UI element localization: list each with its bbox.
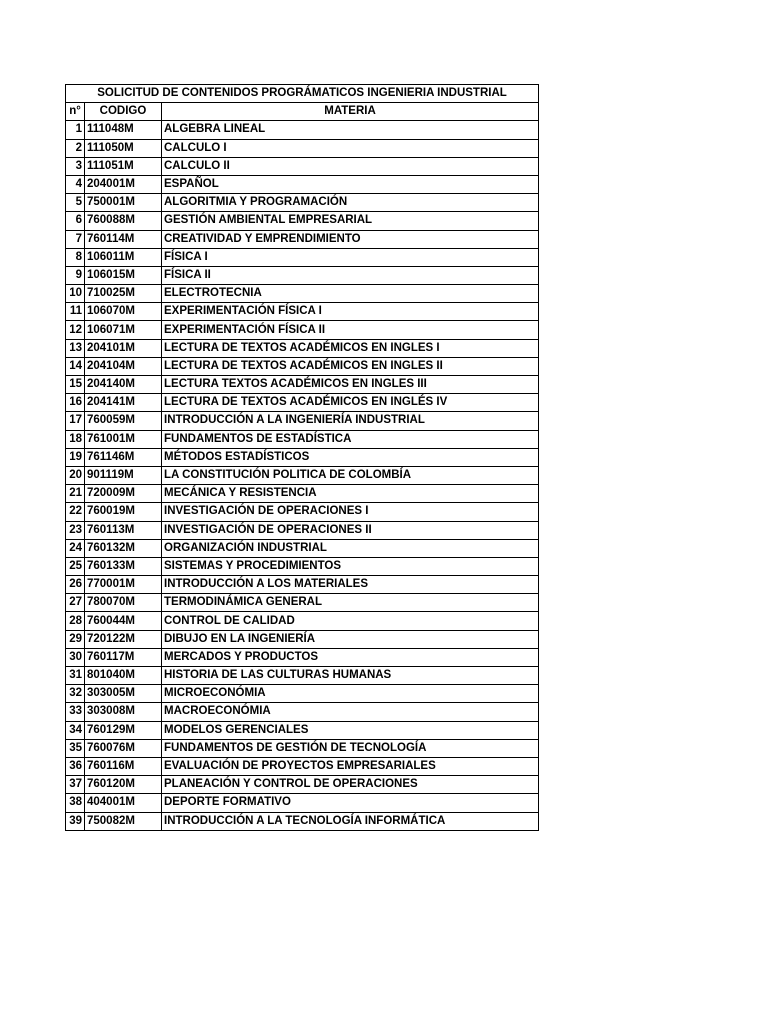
row-subject: EXPERIMENTACIÓN FÍSICA I	[162, 303, 539, 321]
row-subject: MECÁNICA Y RESISTENCIA	[162, 485, 539, 503]
row-number: 38	[66, 794, 85, 812]
row-number: 1	[66, 121, 85, 139]
row-subject: DEPORTE FORMATIVO	[162, 794, 539, 812]
table-row	[66, 648, 539, 666]
row-code: 770001M	[85, 576, 162, 594]
row-number: 8	[66, 248, 85, 266]
row-code: 204141M	[85, 394, 162, 412]
row-number: 11	[66, 303, 85, 321]
table-row	[66, 503, 539, 521]
table-row	[66, 794, 539, 812]
table-row	[66, 248, 539, 266]
row-code: 720009M	[85, 485, 162, 503]
row-code: 760120M	[85, 776, 162, 794]
row-subject: LECTURA DE TEXTOS ACADÉMICOS EN INGLES II	[162, 357, 539, 375]
table-row	[66, 739, 539, 757]
row-number: 28	[66, 612, 85, 630]
row-subject: FUNDAMENTOS DE ESTADÍSTICA	[162, 430, 539, 448]
row-number: 16	[66, 394, 85, 412]
row-number: 34	[66, 721, 85, 739]
row-code: 760117M	[85, 648, 162, 666]
row-code: 760088M	[85, 212, 162, 230]
row-number: 4	[66, 175, 85, 193]
row-number: 27	[66, 594, 85, 612]
row-code: 761146M	[85, 448, 162, 466]
table-title: SOLICITUD DE CONTENIDOS PROGRÁMATICOS INGENIERIA INDUSTRIAL	[66, 85, 539, 103]
row-subject: EVALUACIÓN DE PROYECTOS EMPRESARIALES	[162, 757, 539, 775]
row-number: 17	[66, 412, 85, 430]
row-subject: GESTIÓN AMBIENTAL EMPRESARIAL	[162, 212, 539, 230]
table-row	[66, 612, 539, 630]
table-row	[66, 667, 539, 685]
row-number: 5	[66, 194, 85, 212]
row-number: 31	[66, 667, 85, 685]
row-code: 760076M	[85, 739, 162, 757]
row-subject: INTRODUCCIÓN A LOS MATERIALES	[162, 576, 539, 594]
row-subject: ESPAÑOL	[162, 175, 539, 193]
row-code: 204140M	[85, 376, 162, 394]
row-number: 6	[66, 212, 85, 230]
row-number: 9	[66, 266, 85, 284]
table-row	[66, 539, 539, 557]
row-number: 2	[66, 139, 85, 157]
row-subject: ORGANIZACIÓN INDUSTRIAL	[162, 539, 539, 557]
header-num: n°	[66, 103, 85, 121]
table-row	[66, 466, 539, 484]
table-row	[66, 121, 539, 139]
table-row	[66, 412, 539, 430]
row-number: 30	[66, 648, 85, 666]
row-number: 25	[66, 557, 85, 575]
row-code: 761001M	[85, 430, 162, 448]
row-subject: EXPERIMENTACIÓN FÍSICA II	[162, 321, 539, 339]
row-number: 39	[66, 812, 85, 830]
row-code: 111050M	[85, 139, 162, 157]
table-row	[66, 685, 539, 703]
table-row	[66, 157, 539, 175]
row-subject: DIBUJO EN LA INGENIERÍA	[162, 630, 539, 648]
row-code: 760113M	[85, 521, 162, 539]
table-row	[66, 594, 539, 612]
row-subject: ALGEBRA LINEAL	[162, 121, 539, 139]
table-row	[66, 776, 539, 794]
table-row	[66, 230, 539, 248]
table-row	[66, 557, 539, 575]
row-subject: MODELOS GERENCIALES	[162, 721, 539, 739]
row-subject: MACROECONÓMIA	[162, 703, 539, 721]
table-row	[66, 175, 539, 193]
row-subject: SISTEMAS Y PROCEDIMIENTOS	[162, 557, 539, 575]
row-subject: LECTURA DE TEXTOS ACADÉMICOS EN INGLÉS IV	[162, 394, 539, 412]
row-subject: TERMODINÁMICA GENERAL	[162, 594, 539, 612]
table-row	[66, 394, 539, 412]
row-subject: INTRODUCCIÓN A LA TECNOLOGÍA INFORMÁTICA	[162, 812, 539, 830]
row-number: 7	[66, 230, 85, 248]
row-number: 29	[66, 630, 85, 648]
row-number: 21	[66, 485, 85, 503]
row-subject: LA CONSTITUCIÓN POLITICA DE COLOMBÍA	[162, 466, 539, 484]
row-code: 760132M	[85, 539, 162, 557]
table-row	[66, 357, 539, 375]
header-row	[66, 103, 539, 121]
table-row	[66, 630, 539, 648]
row-code: 204104M	[85, 357, 162, 375]
row-subject: FUNDAMENTOS DE GESTIÓN DE TECNOLOGÍA	[162, 739, 539, 757]
row-number: 10	[66, 285, 85, 303]
row-subject: CALCULO I	[162, 139, 539, 157]
row-code: 750082M	[85, 812, 162, 830]
table-row	[66, 448, 539, 466]
row-subject: LECTURA TEXTOS ACADÉMICOS EN INGLES III	[162, 376, 539, 394]
row-code: 106015M	[85, 266, 162, 284]
row-code: 760116M	[85, 757, 162, 775]
table-row	[66, 376, 539, 394]
row-code: 404001M	[85, 794, 162, 812]
table-row	[66, 757, 539, 775]
row-code: 801040M	[85, 667, 162, 685]
row-number: 3	[66, 157, 85, 175]
row-code: 760044M	[85, 612, 162, 630]
table-row	[66, 430, 539, 448]
table-row	[66, 194, 539, 212]
row-number: 15	[66, 376, 85, 394]
row-number: 37	[66, 776, 85, 794]
subjects-table	[65, 84, 539, 831]
row-subject: PLANEACIÓN Y CONTROL DE OPERACIONES	[162, 776, 539, 794]
row-number: 22	[66, 503, 85, 521]
row-subject: LECTURA DE TEXTOS ACADÉMICOS EN INGLES I	[162, 339, 539, 357]
row-code: 303008M	[85, 703, 162, 721]
row-number: 19	[66, 448, 85, 466]
row-code: 750001M	[85, 194, 162, 212]
table-row	[66, 812, 539, 830]
table-row	[66, 139, 539, 157]
row-subject: FÍSICA I	[162, 248, 539, 266]
table-row	[66, 303, 539, 321]
table-row	[66, 485, 539, 503]
row-code: 111051M	[85, 157, 162, 175]
row-number: 26	[66, 576, 85, 594]
table-row	[66, 321, 539, 339]
row-code: 901119M	[85, 466, 162, 484]
row-number: 18	[66, 430, 85, 448]
row-code: 204001M	[85, 175, 162, 193]
row-subject: HISTORIA DE LAS CULTURAS HUMANAS	[162, 667, 539, 685]
row-code: 760114M	[85, 230, 162, 248]
row-code: 204101M	[85, 339, 162, 357]
row-code: 760019M	[85, 503, 162, 521]
row-number: 13	[66, 339, 85, 357]
row-subject: INTRODUCCIÓN A LA INGENIERÍA INDUSTRIAL	[162, 412, 539, 430]
row-subject: MERCADOS Y PRODUCTOS	[162, 648, 539, 666]
row-code: 106011M	[85, 248, 162, 266]
row-number: 20	[66, 466, 85, 484]
row-subject: MÉTODOS ESTADÍSTICOS	[162, 448, 539, 466]
row-subject: INVESTIGACIÓN DE OPERACIONES II	[162, 521, 539, 539]
row-code: 760133M	[85, 557, 162, 575]
header-subject: MATERIA	[162, 103, 539, 121]
table-row	[66, 266, 539, 284]
table-row	[66, 703, 539, 721]
table-row	[66, 212, 539, 230]
row-number: 12	[66, 321, 85, 339]
row-subject: FÍSICA II	[162, 266, 539, 284]
row-code: 760059M	[85, 412, 162, 430]
row-number: 32	[66, 685, 85, 703]
row-number: 23	[66, 521, 85, 539]
row-number: 14	[66, 357, 85, 375]
header-code: CODIGO	[85, 103, 162, 121]
title-row	[66, 85, 539, 103]
row-code: 303005M	[85, 685, 162, 703]
row-subject: ALGORITMIA Y PROGRAMACIÓN	[162, 194, 539, 212]
row-number: 24	[66, 539, 85, 557]
row-code: 111048M	[85, 121, 162, 139]
table-body	[66, 121, 539, 830]
row-subject: CREATIVIDAD Y EMPRENDIMIENTO	[162, 230, 539, 248]
row-code: 760129M	[85, 721, 162, 739]
row-subject: ELECTROTECNIA	[162, 285, 539, 303]
row-subject: MICROECONÓMIA	[162, 685, 539, 703]
row-subject: CONTROL DE CALIDAD	[162, 612, 539, 630]
table-row	[66, 576, 539, 594]
row-code: 106071M	[85, 321, 162, 339]
row-code: 780070M	[85, 594, 162, 612]
row-code: 720122M	[85, 630, 162, 648]
row-code: 106070M	[85, 303, 162, 321]
row-subject: INVESTIGACIÓN DE OPERACIONES I	[162, 503, 539, 521]
row-number: 35	[66, 739, 85, 757]
table-row	[66, 339, 539, 357]
table-row	[66, 521, 539, 539]
row-code: 710025M	[85, 285, 162, 303]
table-row	[66, 721, 539, 739]
row-number: 33	[66, 703, 85, 721]
row-subject: CALCULO II	[162, 157, 539, 175]
table-row	[66, 285, 539, 303]
row-number: 36	[66, 757, 85, 775]
